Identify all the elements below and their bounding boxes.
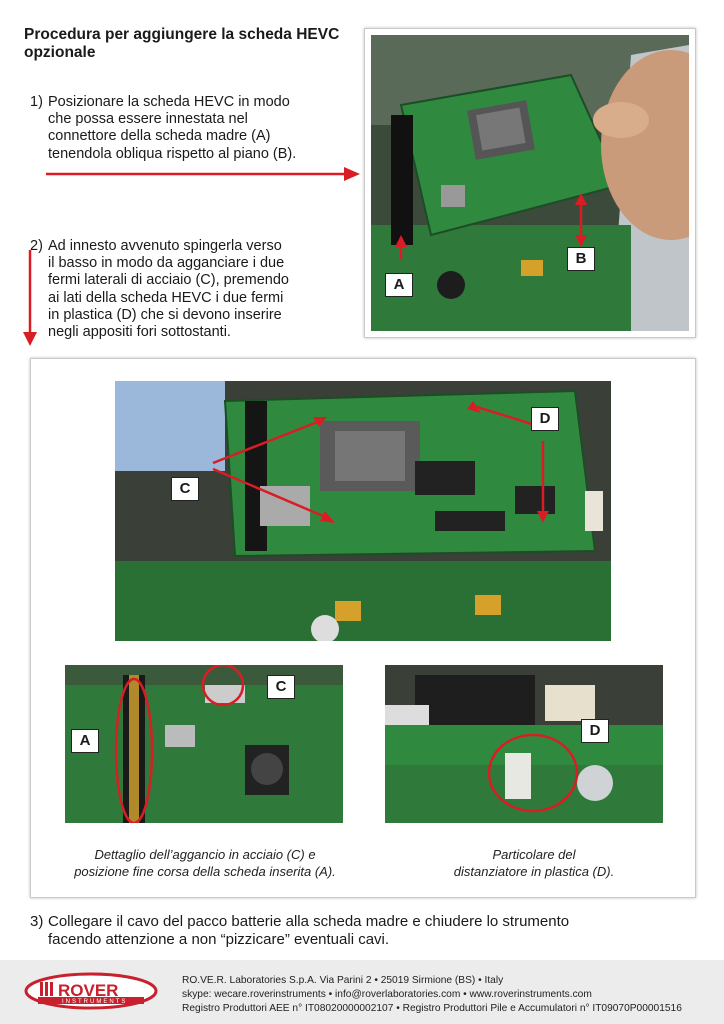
photo-4-plastic-spacer-detail: [385, 665, 663, 823]
step-1-number: 1): [30, 94, 43, 110]
step-2-text: 2) Ad innesto avvenuto spingerla verso il basso in modo da agganciare i due fermi laterali di acciaio (C), premendo ai lati della scheda HEVC i due fermi in plastica (D) che si devono inserire negli appositi fori sottostanti.: [30, 238, 289, 341]
step-3-number: 3): [30, 913, 44, 930]
step-1-arrow: [44, 164, 362, 184]
photo-4-container: [385, 665, 663, 823]
photo-1-board-insertion: [371, 35, 689, 331]
photo-3-steel-clip-detail: [65, 665, 343, 823]
footer-info: [182, 974, 682, 1017]
step-2-arrow: [20, 248, 40, 348]
caption-right: Particolare del distanziatore in plastica (D).: [453, 847, 615, 879]
label-c-detail: C: [267, 675, 295, 699]
photo-1-frame: [364, 28, 696, 338]
logo-subtext: INSTRUMENTS: [62, 999, 128, 1005]
footer-contacts: skype: wecare.roverinstruments • info@roverlaboratories.com • www.roverinstruments.com: [182, 989, 592, 1001]
label-a-detail: A: [71, 729, 99, 753]
label-d-main: D: [531, 407, 559, 431]
photo-2-container: [115, 381, 611, 641]
label-d-detail: D: [581, 719, 609, 743]
footer-registry: Registro Produttori AEE n° IT08020000002107 • Registro Produttori Pile e Accumulatori n° IT09070P00001516: [182, 1003, 682, 1015]
photo-3-container: [65, 665, 343, 823]
logo-text: ROVER: [58, 981, 119, 1000]
label-b: B: [567, 247, 595, 271]
step-1-text: 1) Posizionare la scheda HEVC in modo che possa essere innestata nel connettore della scheda madre (A) tenendola obliqua rispetto al piano (B).: [30, 94, 297, 162]
footer-address: RO.VE.R. Laboratories S.p.A. Via Parini 2 • 25019 Sirmione (BS) • Italy: [182, 975, 504, 986]
label-c-main: C: [171, 477, 199, 501]
step-2-number: 2): [30, 238, 43, 254]
caption-left: Dettaglio dell’aggancio in acciaio (C) e posizione fine corsa della scheda inserita (A).: [74, 847, 336, 879]
page-title: Procedura per aggiungere la scheda HEVC opzionale: [24, 26, 340, 61]
rover-logo: [24, 972, 158, 1010]
step-3-text: 3) Collegare il cavo del pacco batterie alla scheda madre e chiudere lo strumento facendo attenzione a non “pizzicare” eventuali cavi.: [30, 913, 570, 948]
rover-logo-icon: [24, 972, 158, 1010]
label-a: A: [385, 273, 413, 297]
step-2-figure-frame: [30, 358, 696, 898]
